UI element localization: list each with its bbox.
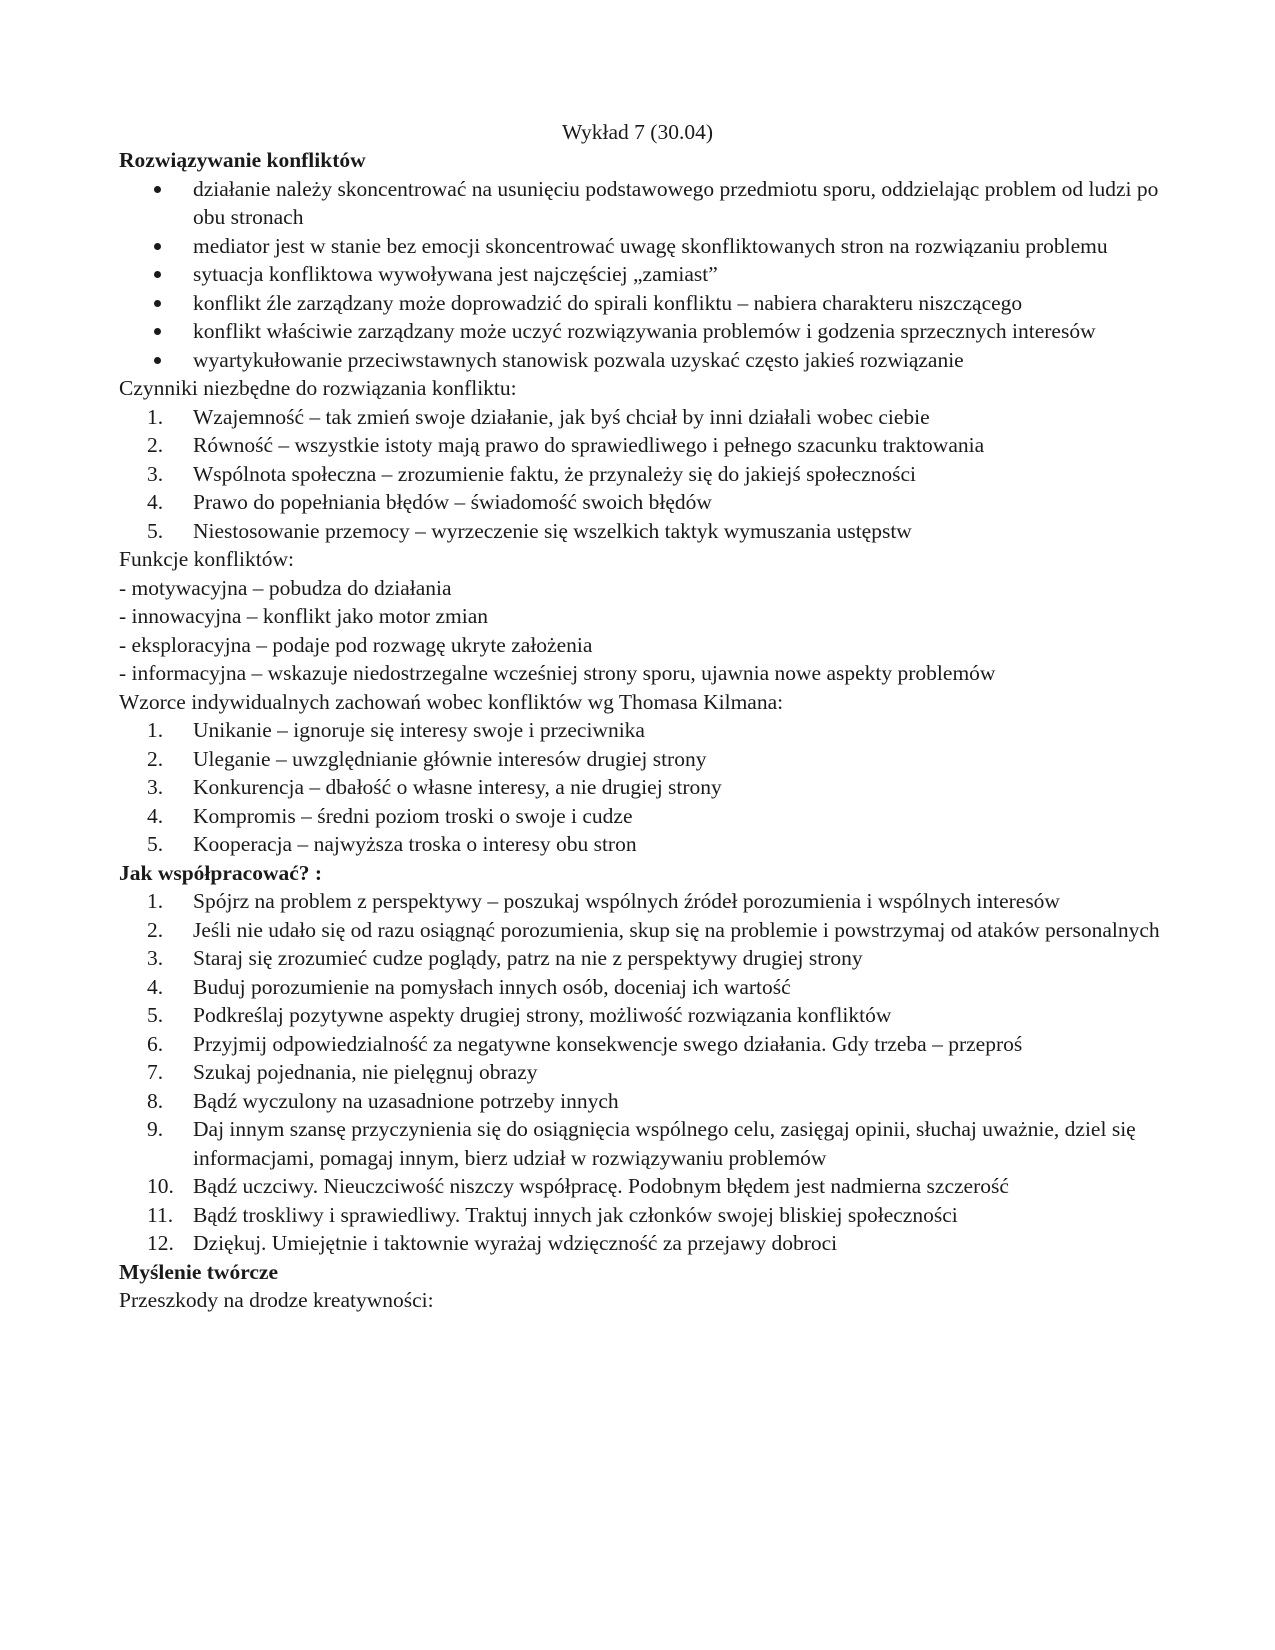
- bullet-item: działanie należy skoncentrować na usunięciu podstawowego przedmiotu sporu, oddzielając problem od ludzi po obu stronach: [119, 175, 1179, 232]
- list-number: 12.: [147, 1231, 174, 1255]
- function-item: - eksploracyjna – podaje pod rozwagę ukryte założenia: [119, 632, 593, 657]
- list-item: [119, 887, 1179, 916]
- functions-heading: Funkcje konfliktów:: [119, 547, 294, 571]
- list-item: [119, 1001, 1179, 1030]
- patterns-heading: Wzorce indywidualnych zachowań wobec konfliktów wg Thomasa Kilmana:: [119, 689, 784, 714]
- function-item: - innowacyjna – konflikt jako motor zmian: [119, 604, 488, 628]
- list-item: [119, 802, 1179, 831]
- patterns-list: [119, 716, 1179, 859]
- list-text: Wspólnota społeczna – zrozumienie faktu, że przynależy się do jakiejś społeczności: [193, 461, 916, 486]
- list-text: Kooperacja – najwyższa troska o interesy obu stron: [193, 832, 637, 856]
- list-number: 8.: [147, 1088, 164, 1113]
- list-item: [119, 460, 1179, 489]
- factors-list: [119, 403, 1179, 546]
- list-text: Niestosowanie przemocy – wyrzeczenie się wszelkich taktyk wymuszania ustępstw: [193, 518, 912, 543]
- list-number: 11.: [147, 1202, 174, 1227]
- list-text: Buduj porozumienie na pomysłach innych osób, doceniaj ich wartość: [193, 974, 791, 999]
- list-number: 9.: [147, 1117, 164, 1141]
- list-text: Unikanie – ignoruje się interesy swoje i przeciwnika: [193, 718, 645, 742]
- list-number: 2.: [147, 917, 164, 942]
- list-text: Wzajemność – tak zmień swoje działanie, jak byś chciał by inni działali wobec ciebie: [193, 404, 930, 429]
- list-text: Bądź uczciwy. Nieuczciwość niszczy współpracę. Podobnym błędem jest nadmierna szczerość: [193, 1174, 1009, 1198]
- factors-heading: Czynniki niezbędne do rozwiązania konfliktu:: [119, 376, 517, 400]
- list-number: 6.: [147, 1031, 164, 1056]
- list-number: 3.: [147, 946, 164, 970]
- list-text: Uleganie – uwzględnianie głównie interesów drugiej strony: [193, 746, 707, 771]
- list-number: 1.: [147, 718, 164, 742]
- list-item: [119, 488, 1179, 517]
- list-item: [119, 973, 1179, 1002]
- cooperation-list: [119, 887, 1179, 1258]
- list-text: Spójrz na problem z perspektywy – poszukaj wspólnych źródeł porozumienia i wspólnych interesów: [193, 889, 1060, 913]
- bullet-item: konflikt źle zarządzany może doprowadzić do spirali konfliktu – nabiera charakteru niszczącego: [119, 289, 1179, 318]
- list-text: Przyjmij odpowiedzialność za negatywne konsekwencje swego działania. Gdy trzeba – przeproś: [193, 1031, 1023, 1056]
- list-number: 7.: [147, 1060, 164, 1084]
- list-item: [119, 944, 1179, 973]
- list-text: Staraj się zrozumieć cudze poglądy, patrz na nie z perspektywy drugiej strony: [193, 946, 863, 970]
- function-item: - motywacyjna – pobudza do działania: [119, 575, 452, 600]
- list-text: Szukaj pojednania, nie pielęgnuj obrazy: [193, 1060, 538, 1084]
- list-text: Bądź wyczulony na uzasadnione potrzeby innych: [193, 1088, 619, 1113]
- list-text: Prawo do popełniania błędów – świadomość swoich błędów: [193, 490, 712, 514]
- section-heading-conflict-resolution: Rozwiązywanie konfliktów: [119, 148, 366, 172]
- page-title: Wykład 7 (30.04): [562, 120, 713, 144]
- list-text: Konkurencja – dbałość o własne interesy, a nie drugiej strony: [193, 775, 722, 799]
- list-item: [119, 830, 1179, 859]
- list-number: 10.: [147, 1174, 174, 1198]
- list-number: 5.: [147, 832, 164, 856]
- conflict-resolution-bullets: [119, 175, 1179, 375]
- list-item: [119, 1058, 1179, 1087]
- list-text: Kompromis – średni poziom troski o swoje i cudze: [193, 803, 633, 828]
- list-number: 4.: [147, 974, 164, 999]
- list-number: 3.: [147, 461, 164, 486]
- list-text: Równość – wszystkie istoty mają prawo do sprawiedliwego i pełnego szacunku traktowania: [193, 433, 985, 457]
- list-number: 5.: [147, 518, 164, 543]
- list-item: [119, 773, 1179, 802]
- list-item: [119, 431, 1179, 460]
- list-text: Podkreślaj pozytywne aspekty drugiej strony, możliwość rozwiązania konfliktów: [193, 1003, 892, 1027]
- list-item: [119, 1115, 1179, 1172]
- list-text: Jeśli nie udało się od razu osiągnąć porozumienia, skup się na problemie i powstrzymaj od ataków personalnych: [193, 917, 1160, 942]
- bullet-item: mediator jest w stanie bez emocji skoncentrować uwagę skonfliktowanych stron na rozwiązaniu problemu: [119, 232, 1179, 261]
- list-item: [119, 716, 1179, 745]
- section-heading-cooperation: Jak współpracować? :: [119, 860, 323, 885]
- list-text: Daj innym szansę przyczynienia się do osiągnięcia wspólnego celu, zasięgaj opinii, słuchaj uważnie, dziel się informacjami, pomagaj innym, bierz udział w rozwiązywaniu problemów: [193, 1117, 1136, 1170]
- list-item: [119, 1201, 1179, 1230]
- creative-subheading: Przeszkody na drodze kreatywności:: [119, 1288, 434, 1312]
- list-item: [119, 1172, 1179, 1201]
- section-heading-creative-thinking: Myślenie twórcze: [119, 1259, 278, 1284]
- list-item: [119, 517, 1179, 546]
- list-item: [119, 745, 1179, 774]
- list-number: 2.: [147, 433, 164, 457]
- list-item: [119, 1229, 1179, 1258]
- bullet-item: konflikt właściwie zarządzany może uczyć rozwiązywania problemów i godzenia sprzecznych interesów: [119, 317, 1179, 346]
- list-text: Dziękuj. Umiejętnie i taktownie wyrażaj wdzięczność za przejawy dobroci: [193, 1231, 838, 1255]
- list-number: 4.: [147, 490, 164, 514]
- function-item: - informacyjna – wskazuje niedostrzegalne wcześniej strony sporu, ujawnia nowe aspekty problemów: [119, 661, 996, 685]
- bullet-item: sytuacja konfliktowa wywoływana jest najczęściej „zamiast”: [119, 260, 1179, 289]
- list-text: Bądź troskliwy i sprawiedliwy. Traktuj innych jak członków swojej bliskiej społeczności: [193, 1202, 958, 1227]
- list-number: 4.: [147, 803, 164, 828]
- list-item: [119, 1087, 1179, 1116]
- list-item: [119, 916, 1179, 945]
- document-body: [119, 146, 1179, 1315]
- list-item: [119, 1030, 1179, 1059]
- bullet-item: wyartykułowanie przeciwstawnych stanowisk pozwala uzyskać często jakieś rozwiązanie: [119, 346, 1179, 375]
- list-item: [119, 403, 1179, 432]
- list-number: 1.: [147, 889, 164, 913]
- list-number: 3.: [147, 775, 164, 799]
- list-number: 5.: [147, 1003, 164, 1027]
- list-number: 2.: [147, 746, 164, 771]
- list-number: 1.: [147, 404, 164, 429]
